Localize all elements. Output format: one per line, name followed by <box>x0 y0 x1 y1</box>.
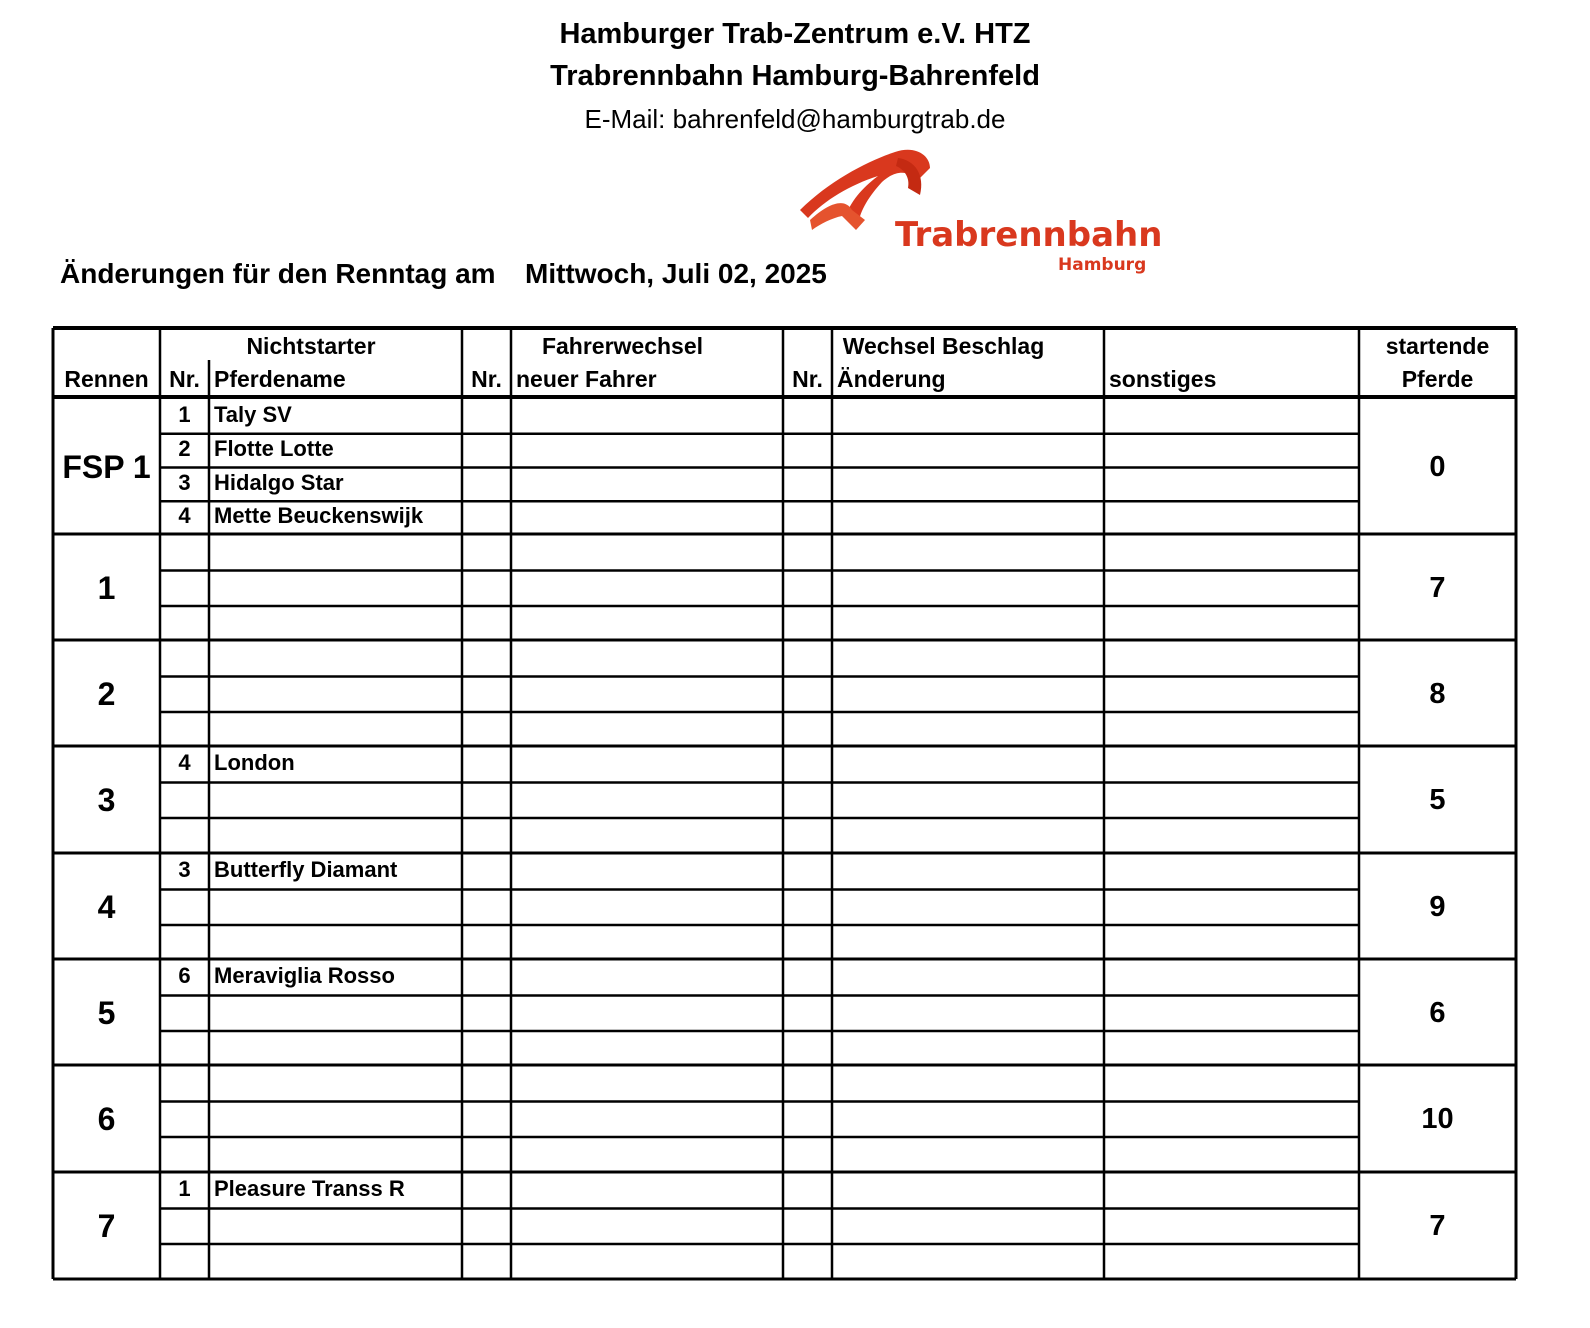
email-line: E-Mail: bahrenfeld@hamburgtrab.de <box>584 104 1006 134</box>
header-pferde: Pferde <box>1401 366 1474 392</box>
header-startende: startende <box>1385 333 1490 359</box>
raceday-date: Mittwoch, Juli 02, 2025 <box>525 258 827 289</box>
nonstarter-horse-name: London <box>214 750 295 775</box>
race-number: 6 <box>97 1101 116 1137</box>
starting-horses-count: 9 <box>1429 891 1446 923</box>
nonstarter-nr: 1 <box>178 402 191 427</box>
race-number: 3 <box>97 782 116 818</box>
race-number: 5 <box>97 995 116 1031</box>
header-wechsel-beschlag: Wechsel Beschlag <box>842 333 1045 359</box>
track-title: Trabrennbahn Hamburg-Bahrenfeld <box>550 60 1040 92</box>
starting-horses-count: 10 <box>1421 1103 1454 1135</box>
header-sonstiges: sonstiges <box>1109 366 1217 392</box>
header-nichtstarter: Nichtstarter <box>246 333 376 359</box>
nonstarter-nr: 4 <box>178 503 191 529</box>
nonstarter-horse-name: Flotte Lotte <box>214 435 334 461</box>
race-number: 7 <box>97 1208 116 1244</box>
nonstarter-nr: 6 <box>178 963 191 988</box>
header-nr-nichtstarter: Nr. <box>169 366 200 392</box>
nonstarter-nr: 2 <box>178 435 191 461</box>
nonstarter-nr: 3 <box>178 857 191 882</box>
changes-label: Änderungen für den Renntag am <box>60 258 496 289</box>
header-rennen: Rennen <box>64 366 149 392</box>
starting-horses-count: 6 <box>1429 997 1446 1029</box>
nonstarter-horse-name: Mette Beuckenswijk <box>214 503 424 529</box>
logo-city: Hamburg <box>1058 255 1147 275</box>
nonstarter-horse-name: Pleasure Transs R <box>214 1176 405 1201</box>
starting-horses-count: 0 <box>1429 451 1446 483</box>
organization-title: Hamburger Trab-Zentrum e.V. HTZ <box>559 18 1031 50</box>
header-fahrerwechsel: Fahrerwechsel <box>541 333 704 359</box>
nonstarter-horse-name: Taly SV <box>214 402 292 427</box>
nonstarter-nr: 1 <box>178 1176 191 1201</box>
nonstarter-nr: 3 <box>178 469 191 495</box>
nonstarter-horse-name: Butterfly Diamant <box>214 857 398 882</box>
starting-horses-count: 5 <box>1429 784 1446 816</box>
header-nr-fahrer: Nr. <box>471 366 502 392</box>
race-number: 1 <box>97 570 116 606</box>
nonstarter-horse-name: Hidalgo Star <box>214 469 344 495</box>
header-pferdename: Pferdename <box>214 366 346 392</box>
logo-wordmark: Trabrennbahn <box>895 215 1163 255</box>
race-number: 4 <box>97 889 116 925</box>
header-neuer-fahrer: neuer Fahrer <box>516 366 657 392</box>
header-aenderung: Änderung <box>837 366 946 392</box>
starting-horses-count: 7 <box>1429 1210 1446 1242</box>
header-nr-beschlag: Nr. <box>792 366 823 392</box>
starting-horses-count: 7 <box>1429 572 1446 604</box>
race-number: FSP 1 <box>62 449 151 485</box>
nonstarter-horse-name: Meraviglia Rosso <box>214 963 395 988</box>
nonstarter-nr: 4 <box>178 750 191 775</box>
race-number: 2 <box>97 676 116 712</box>
starting-horses-count: 8 <box>1429 678 1446 710</box>
